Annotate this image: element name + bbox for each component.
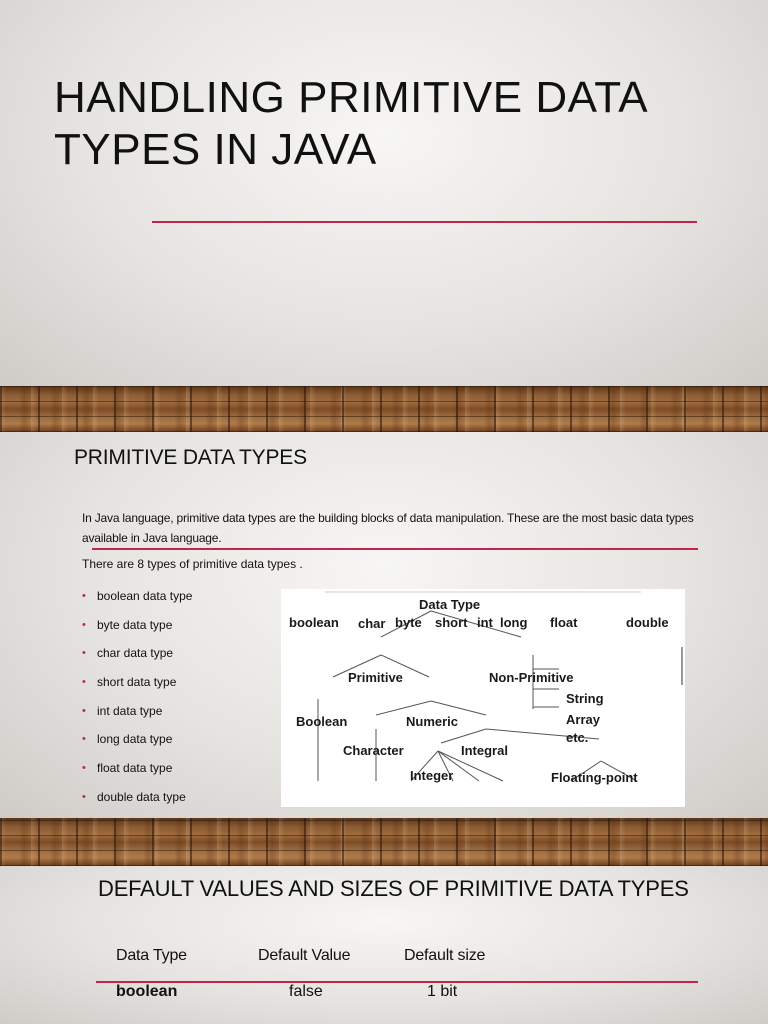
list-item: • int data type — [82, 701, 192, 730]
column-header-default-value: Default Value — [258, 947, 351, 964]
node-string: String — [566, 691, 604, 706]
slide-title: PRIMITIVE DATA TYPES — [74, 446, 307, 469]
leaf-double: double — [626, 615, 669, 630]
type-bullet-list — [82, 586, 192, 816]
primitive-types-slide — [0, 432, 768, 818]
node-primitive: Primitive — [348, 670, 403, 685]
intro-paragraph — [82, 508, 768, 548]
types-count-text: There are 8 types of primitive data types . — [82, 557, 303, 571]
leaf-int: int — [477, 615, 493, 630]
list-item: • byte data type — [82, 615, 192, 644]
list-item: • boolean data type — [82, 586, 192, 615]
list-item: • float data type — [82, 758, 192, 787]
node-non-primitive: Non-Primitive — [489, 670, 574, 685]
node-floating-point: Floating-point — [551, 770, 638, 785]
title-line-2: TYPES IN JAVA — [54, 125, 377, 174]
node-integer: Integer — [410, 768, 454, 783]
table-cell-default-value: false — [289, 983, 323, 1000]
list-item: • long data type — [82, 729, 192, 758]
leaf-boolean: boolean — [289, 615, 339, 630]
list-item: • char data type — [82, 643, 192, 672]
table-cell-default-size: 1 bit — [427, 983, 458, 1000]
node-integral: Integral — [461, 743, 508, 758]
leaf-long: long — [500, 615, 528, 630]
wood-floor-divider — [0, 386, 768, 432]
title-underline — [152, 221, 697, 223]
default-values-slide — [0, 866, 768, 1024]
tree-svg — [281, 589, 685, 807]
node-root: Data Type — [419, 597, 481, 612]
title-slide — [0, 0, 768, 386]
leaf-byte: byte — [395, 615, 422, 630]
list-item: • double data type — [82, 787, 192, 816]
node-numeric: Numeric — [406, 714, 459, 729]
leaf-float: float — [550, 615, 578, 630]
column-header-default-size: Default size — [404, 947, 486, 964]
intro-underline — [92, 548, 698, 550]
header-underline — [96, 981, 698, 983]
node-array: Array — [566, 712, 600, 727]
column-header-data-type: Data Type — [116, 947, 187, 964]
node-boolean: Boolean — [296, 714, 348, 729]
wood-floor-divider — [0, 818, 768, 866]
slide-title: DEFAULT VALUES AND SIZES OF PRIMITIVE DATA TYPES — [98, 876, 689, 901]
slide-title — [54, 72, 754, 176]
node-character: Character — [343, 743, 404, 758]
title-line-1: HANDLING PRIMITIVE DATA — [54, 73, 649, 122]
leaf-short: short — [435, 615, 468, 630]
intro-line-2: available in Java language. — [82, 531, 222, 545]
list-item: • short data type — [82, 672, 192, 701]
leaf-char: char — [358, 616, 386, 631]
node-etc: etc. — [566, 730, 589, 745]
table-cell-type: boolean — [116, 983, 178, 1000]
intro-line-1: In Java language, primitive data types are the building blocks of data manipulation. These are the most basic data types — [82, 511, 694, 525]
data-type-tree-diagram — [281, 589, 685, 807]
